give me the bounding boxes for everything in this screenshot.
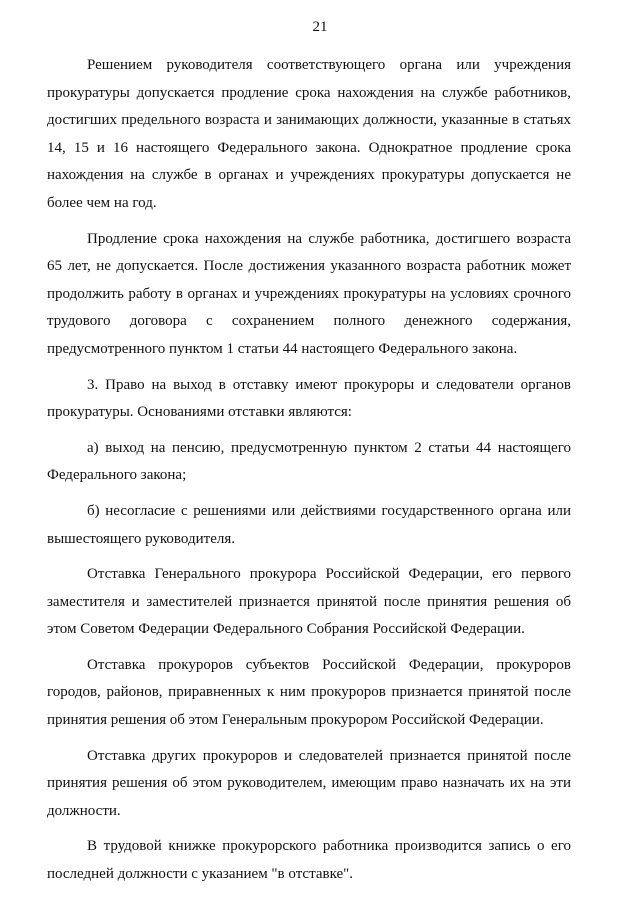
paragraph-right-to-resign: 3. Право на выход в отставку имеют прокуроры и следователи органов прокуратуры. Основаниями отставки являются: bbox=[47, 376, 571, 421]
document-body bbox=[47, 52, 571, 897]
paragraph-extension-of-service: Решением руководителя соответствующего органа или учреждения прокуратуры допускается продление срока нахождения на службе работников, достигших предельного возраста и занимающих должности, указанные в статьях 14, 15 и 16 настоящего Федерального закона. Однократное продление срока нахождения на службе в органах и учреждениях прокуратуры допускается не более чем на год. bbox=[47, 57, 571, 211]
paragraph-employment-record: В трудовой книжке прокурорского работника производится запись о его последней должности с указанием "в отставке". bbox=[47, 838, 571, 883]
paragraph-regional-prosecutors-resignation: Отставка прокуроров субъектов Российской Федерации, прокуроров городов, районов, приравненных к ним прокуроров признается принятой после принятия решения об этом Генеральным прокурором Российской Федерации. bbox=[47, 656, 571, 729]
paragraph-other-prosecutors-resignation: Отставка других прокуроров и следователей признается принятой после принятия решения об этом руководителем, имеющим право назначать их на эти должности. bbox=[47, 747, 571, 819]
paragraph-ground-pension: а) выход на пенсию, предусмотренную пунктом 2 статьи 44 настоящего Федерального закона; bbox=[47, 439, 571, 484]
paragraph-age-65-limit: Продление срока нахождения на службе работника, достигшего возраста 65 лет, не допускается. После достижения указанного возраста работник может продолжить работу в органах и учреждениях прокуратуры на условиях срочного трудового договора с сохранением полного денежного содержания, предусмотренного пунктом 1 статьи 44 настоящего Федерального закона. bbox=[47, 230, 571, 357]
paragraph-ground-disagreement: б) несогласие с решениями или действиями государственного органа или вышестоящего руководителя. bbox=[47, 502, 571, 547]
paragraph-prosecutor-general-resignation: Отставка Генерального прокурора Российской Федерации, его первого заместителя и заместителей признается принятой после принятия решения об этом Советом Федерации Федерального Собрания Российской Федерации. bbox=[47, 566, 571, 638]
page-number: 21 bbox=[312, 19, 328, 35]
